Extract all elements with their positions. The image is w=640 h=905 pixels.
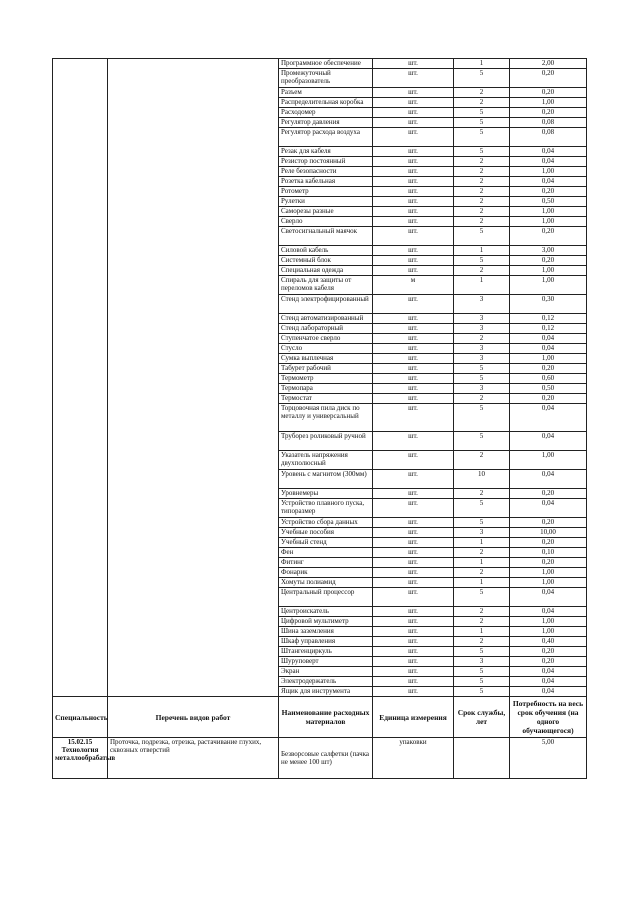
unit: шт. xyxy=(373,451,454,470)
unit: шт. xyxy=(373,667,454,677)
header-years: Срок службы, лет xyxy=(454,697,510,738)
need: 1,00 xyxy=(510,627,587,637)
unit: шт. xyxy=(373,187,454,197)
material-name: Безворсовые салфетки (пачка не менее 100 шт) xyxy=(279,738,373,779)
service-years: 5 xyxy=(454,588,510,607)
need: 0,60 xyxy=(510,374,587,384)
unit: шт. xyxy=(373,314,454,324)
need: 0,04 xyxy=(510,147,587,157)
service-years: 1 xyxy=(454,538,510,548)
service-years: 1 xyxy=(454,246,510,256)
unit: шт. xyxy=(373,354,454,364)
service-years: 2 xyxy=(454,177,510,187)
need: 1,00 xyxy=(510,98,587,108)
service-years: 5 xyxy=(454,69,510,88)
material-name: Труборез роликовый ручной xyxy=(279,432,373,451)
material-name: Промежуточный преобразователь xyxy=(279,69,373,88)
header-row xyxy=(53,697,587,738)
works-cell-empty xyxy=(108,59,279,697)
service-years: 2 xyxy=(454,637,510,647)
material-name: Центроискатель xyxy=(279,607,373,617)
material-name: Системный блок xyxy=(279,256,373,266)
need: 0,20 xyxy=(510,558,587,568)
need: 0,20 xyxy=(510,394,587,404)
need: 0,20 xyxy=(510,88,587,98)
specialty-cell-empty xyxy=(53,59,108,697)
material-name: Стенд электрофицированный xyxy=(279,295,373,314)
material-name: Розетка кабельная xyxy=(279,177,373,187)
service-years: 5 xyxy=(454,256,510,266)
material-name: Ступенчатое сверло xyxy=(279,334,373,344)
service-years: 5 xyxy=(454,364,510,374)
unit: шт. xyxy=(373,207,454,217)
need: 0,04 xyxy=(510,157,587,167)
unit: шт. xyxy=(373,588,454,607)
need: 0,04 xyxy=(510,677,587,687)
service-years: 2 xyxy=(454,167,510,177)
unit: шт. xyxy=(373,558,454,568)
service-years: 1 xyxy=(454,578,510,588)
unit: шт. xyxy=(373,432,454,451)
unit: шт. xyxy=(373,607,454,617)
need: 0,04 xyxy=(510,607,587,617)
service-years: 2 xyxy=(454,187,510,197)
table-row xyxy=(53,738,587,779)
service-years: 5 xyxy=(454,374,510,384)
material-name: Термопара xyxy=(279,384,373,394)
material-name: Резистор постоянный xyxy=(279,157,373,167)
material-name: Указатель напряжения двухполюсный xyxy=(279,451,373,470)
service-years: 2 xyxy=(454,88,510,98)
material-name: Термостат xyxy=(279,394,373,404)
material-name: Учебный стенд xyxy=(279,538,373,548)
unit: шт. xyxy=(373,69,454,88)
unit: шт. xyxy=(373,657,454,667)
service-years: 2 xyxy=(454,548,510,558)
material-name: Сверло xyxy=(279,217,373,227)
need: 0,08 xyxy=(510,118,587,128)
need: 0,10 xyxy=(510,548,587,558)
header-specialty: Специальность xyxy=(53,697,108,738)
need: 5,00 xyxy=(510,738,587,779)
material-name: Распределительная коробка xyxy=(279,98,373,108)
material-name: Термометр xyxy=(279,374,373,384)
table-row xyxy=(53,59,587,69)
service-years: 5 xyxy=(454,687,510,697)
header-unit: Единица измерения xyxy=(373,697,454,738)
service-years: 5 xyxy=(454,227,510,246)
need: 1,00 xyxy=(510,568,587,578)
service-years: 1 xyxy=(454,627,510,637)
material-name: Ящик для инструмента xyxy=(279,687,373,697)
material-name: Шкаф управления xyxy=(279,637,373,647)
unit: шт. xyxy=(373,687,454,697)
need: 0,04 xyxy=(510,687,587,697)
service-years: 5 xyxy=(454,108,510,118)
header-works: Перечень видов работ xyxy=(108,697,279,738)
service-years: 1 xyxy=(454,276,510,295)
need: 0,20 xyxy=(510,187,587,197)
material-name: Фонарик xyxy=(279,568,373,578)
material-name: Регулятор давления xyxy=(279,118,373,128)
need: 0,20 xyxy=(510,108,587,118)
service-years: 5 xyxy=(454,499,510,518)
material-name: Резак для кабеля xyxy=(279,147,373,157)
material-name: Сумка выплечная xyxy=(279,354,373,364)
need: 0,50 xyxy=(510,384,587,394)
material-name: Расходомер xyxy=(279,108,373,118)
need: 1,00 xyxy=(510,266,587,276)
need: 0,20 xyxy=(510,227,587,246)
material-name: Устройство плавного пуска, типоразмер xyxy=(279,499,373,518)
need: 3,00 xyxy=(510,246,587,256)
material-name: Разъем xyxy=(279,88,373,98)
unit: шт. xyxy=(373,499,454,518)
service-years: 3 xyxy=(454,324,510,334)
service-years: 5 xyxy=(454,404,510,432)
service-years: 2 xyxy=(454,451,510,470)
service-years: 2 xyxy=(454,394,510,404)
service-years: 3 xyxy=(454,657,510,667)
material-name: Рулетки xyxy=(279,197,373,207)
unit: шт. xyxy=(373,364,454,374)
unit: шт. xyxy=(373,266,454,276)
need: 0,20 xyxy=(510,657,587,667)
service-years: 2 xyxy=(454,568,510,578)
material-name: Хомуты полиамид xyxy=(279,578,373,588)
need: 0,20 xyxy=(510,69,587,88)
unit: шт. xyxy=(373,637,454,647)
material-name: Специальная одежда xyxy=(279,266,373,276)
need: 0,12 xyxy=(510,324,587,334)
material-name: Экран xyxy=(279,667,373,677)
need: 0,04 xyxy=(510,432,587,451)
material-name: Центральный процессор xyxy=(279,588,373,607)
material-name: Светосигнальный маячок xyxy=(279,227,373,246)
unit: шт. xyxy=(373,344,454,354)
material-name: Штангенциркуль xyxy=(279,647,373,657)
service-years: 2 xyxy=(454,98,510,108)
unit: шт. xyxy=(373,108,454,118)
unit: шт. xyxy=(373,538,454,548)
material-name: Табурет рабочий xyxy=(279,364,373,374)
material-name: Стусло xyxy=(279,344,373,354)
service-years: 2 xyxy=(454,607,510,617)
service-years: 3 xyxy=(454,295,510,314)
unit: шт. xyxy=(373,98,454,108)
material-name: Программное обеспечение xyxy=(279,59,373,69)
unit: шт. xyxy=(373,617,454,627)
unit: шт. xyxy=(373,167,454,177)
service-years: 3 xyxy=(454,314,510,324)
need: 0,04 xyxy=(510,470,587,489)
material-name: Фен xyxy=(279,548,373,558)
service-years: 2 xyxy=(454,157,510,167)
service-years: 5 xyxy=(454,518,510,528)
need: 1,00 xyxy=(510,217,587,227)
unit: шт. xyxy=(373,334,454,344)
specialty-code: 15.02.15 Технология металлообрабатыв xyxy=(53,738,108,779)
service-years: 1 xyxy=(454,558,510,568)
unit: шт. xyxy=(373,256,454,266)
material-name: Учебные пособия xyxy=(279,528,373,538)
need: 1,00 xyxy=(510,207,587,217)
material-name: Торцовочная пила диск по металлу и универсальный xyxy=(279,404,373,432)
need: 0,40 xyxy=(510,637,587,647)
need: 0,20 xyxy=(510,364,587,374)
need: 1,00 xyxy=(510,451,587,470)
service-years: 2 xyxy=(454,489,510,499)
need: 1,00 xyxy=(510,617,587,627)
unit: шт. xyxy=(373,128,454,147)
service-years: 5 xyxy=(454,128,510,147)
need: 0,04 xyxy=(510,344,587,354)
service-years: 2 xyxy=(454,334,510,344)
unit: шт. xyxy=(373,197,454,207)
need: 1,00 xyxy=(510,276,587,295)
unit: шт. xyxy=(373,548,454,558)
service-years: 2 xyxy=(454,207,510,217)
service-years: 5 xyxy=(454,147,510,157)
unit: шт. xyxy=(373,374,454,384)
need: 0,04 xyxy=(510,499,587,518)
material-name: Стенд автоматизированный xyxy=(279,314,373,324)
material-name: Цифровой мультиметр xyxy=(279,617,373,627)
material-name: Силовой кабель xyxy=(279,246,373,256)
material-name: Спираль для защиты от переломов кабеля xyxy=(279,276,373,295)
material-name: Реле безопасности xyxy=(279,167,373,177)
service-years: 5 xyxy=(454,667,510,677)
consumables-table xyxy=(52,58,587,779)
work-types: Проточка, подрезка, отрезка, растачивание глухих, сквозных отверстий xyxy=(108,738,279,779)
material-name: Электродержатель xyxy=(279,677,373,687)
material-name: Саморезы разные xyxy=(279,207,373,217)
unit: шт. xyxy=(373,470,454,489)
need: 0,20 xyxy=(510,647,587,657)
table-body xyxy=(53,59,587,779)
unit: шт. xyxy=(373,404,454,432)
unit: шт. xyxy=(373,88,454,98)
need: 0,04 xyxy=(510,404,587,432)
service-years: 3 xyxy=(454,528,510,538)
need: 0,50 xyxy=(510,197,587,207)
service-years: 5 xyxy=(454,432,510,451)
need: 0,20 xyxy=(510,489,587,499)
service-years: 1 xyxy=(454,59,510,69)
unit: шт. xyxy=(373,217,454,227)
unit: шт. xyxy=(373,246,454,256)
service-years: 2 xyxy=(454,217,510,227)
unit: шт. xyxy=(373,578,454,588)
unit: шт. xyxy=(373,528,454,538)
material-name: Фитинг xyxy=(279,558,373,568)
material-name: Регулятор расхода воздуха xyxy=(279,128,373,147)
need: 0,04 xyxy=(510,667,587,677)
service-years: 2 xyxy=(454,197,510,207)
service-years: 2 xyxy=(454,266,510,276)
unit: шт. xyxy=(373,147,454,157)
need: 1,00 xyxy=(510,167,587,177)
material-name: Стенд лабораторный xyxy=(279,324,373,334)
need: 0,04 xyxy=(510,177,587,187)
need: 2,00 xyxy=(510,59,587,69)
material-name: Уровнемеры xyxy=(279,489,373,499)
need: 0,20 xyxy=(510,538,587,548)
need: 0,30 xyxy=(510,295,587,314)
material-name: Шуруповерт xyxy=(279,657,373,667)
service-years: 5 xyxy=(454,677,510,687)
service-years: 3 xyxy=(454,384,510,394)
unit: шт. xyxy=(373,384,454,394)
material-name: Шина заземления xyxy=(279,627,373,637)
material-name: Устройство сбора данных xyxy=(279,518,373,528)
unit: шт. xyxy=(373,324,454,334)
unit: шт. xyxy=(373,518,454,528)
unit: упаковки xyxy=(373,738,454,779)
service-years: 3 xyxy=(454,344,510,354)
unit: шт. xyxy=(373,627,454,637)
need: 0,20 xyxy=(510,256,587,266)
need: 10,00 xyxy=(510,528,587,538)
unit: шт. xyxy=(373,394,454,404)
material-name: Ротометр xyxy=(279,187,373,197)
service-years: 5 xyxy=(454,118,510,128)
need: 0,04 xyxy=(510,334,587,344)
unit: м xyxy=(373,276,454,295)
unit: шт. xyxy=(373,647,454,657)
service-years: 3 xyxy=(454,354,510,364)
need: 0,04 xyxy=(510,588,587,607)
unit: шт. xyxy=(373,295,454,314)
unit: шт. xyxy=(373,227,454,246)
need: 0,08 xyxy=(510,128,587,147)
unit: шт. xyxy=(373,177,454,187)
header-material: Наименование расходных материалов xyxy=(279,697,373,738)
need: 0,20 xyxy=(510,518,587,528)
unit: шт. xyxy=(373,59,454,69)
service-years: 10 xyxy=(454,470,510,489)
unit: шт. xyxy=(373,677,454,687)
service-years: 5 xyxy=(454,647,510,657)
unit: шт. xyxy=(373,568,454,578)
service-years xyxy=(454,738,510,779)
need: 1,00 xyxy=(510,354,587,364)
unit: шт. xyxy=(373,118,454,128)
material-name: Уровень с магнитом (300мм) xyxy=(279,470,373,489)
unit: шт. xyxy=(373,157,454,167)
header-need: Потребность на весь срок обучения (на одного обучающегося) xyxy=(510,697,587,738)
unit: шт. xyxy=(373,489,454,499)
service-years: 2 xyxy=(454,617,510,627)
need: 0,12 xyxy=(510,314,587,324)
need: 1,00 xyxy=(510,578,587,588)
